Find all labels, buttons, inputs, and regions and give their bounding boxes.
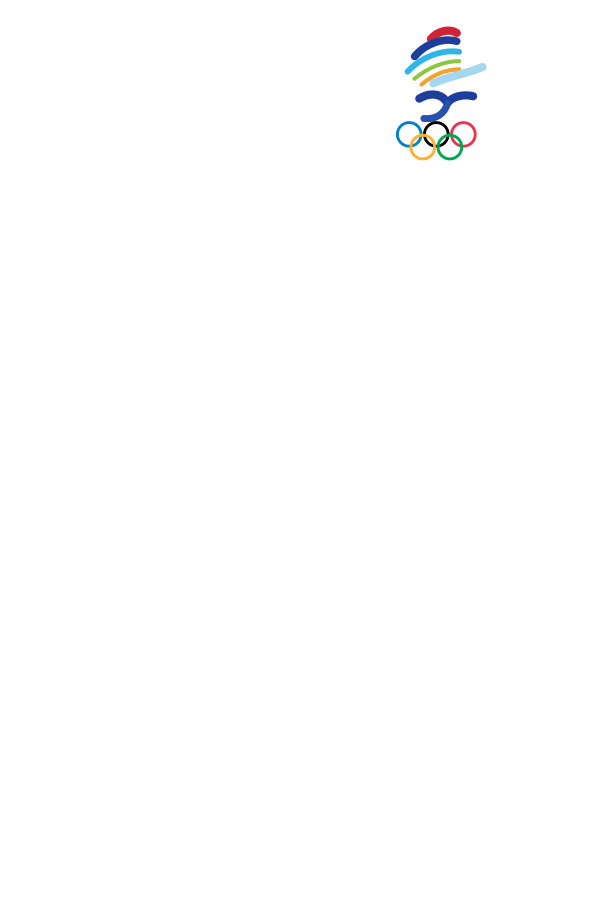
question-5-body <box>36 20 570 220</box>
olympic-rings-icon <box>394 120 482 164</box>
winter-dream-emblem-icon <box>379 26 497 122</box>
beijing-2022-logo <box>348 26 528 164</box>
